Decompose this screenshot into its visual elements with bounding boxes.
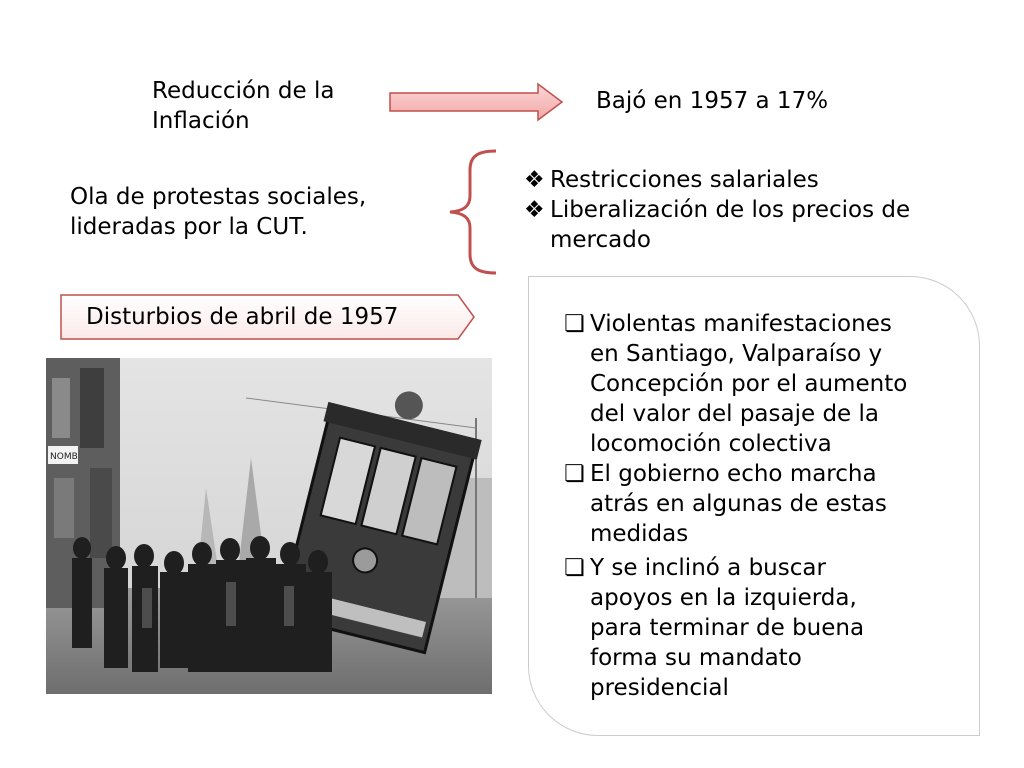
diamond-bullet-icon: ❖ (524, 197, 545, 223)
checkbox-bullet-icon: ❏ (564, 311, 585, 337)
right-arrow (388, 82, 564, 122)
diamond-bullet-icon: ❖ (524, 167, 545, 193)
riots-title: Disturbios de abril de 1957 (86, 304, 399, 330)
cause-item: ❖ Liberalización de los precios de mercado (524, 197, 911, 253)
inflation-result: Bajó en 1957 a 17% (596, 88, 829, 114)
protests-label: Ola de protestas sociales, lideradas por la CUT. (70, 184, 367, 240)
checkbox-bullet-icon: ❏ (564, 555, 585, 581)
photo-sign-text: NOMB (50, 452, 78, 462)
riot-point: ❏ Y se inclinó a buscar apoyos en la izquierda, para terminar de buena forma su mandato presidencial (564, 555, 865, 701)
inflation-label: Reducción de la Inflación (152, 78, 335, 134)
riot-point: ❏ El gobierno echo marcha atrás en algunas de estas medidas (564, 461, 887, 547)
cause-item: ❖ Restricciones salariales (524, 167, 819, 193)
tram-protest-photo (46, 358, 492, 694)
checkbox-bullet-icon: ❏ (564, 461, 585, 487)
brace (440, 148, 500, 276)
riot-point: ❏ Violentas manifestaciones en Santiago, Valparaíso y Concepción por el aumento del valor del pasaje de la locomoción colectiva (564, 311, 908, 457)
